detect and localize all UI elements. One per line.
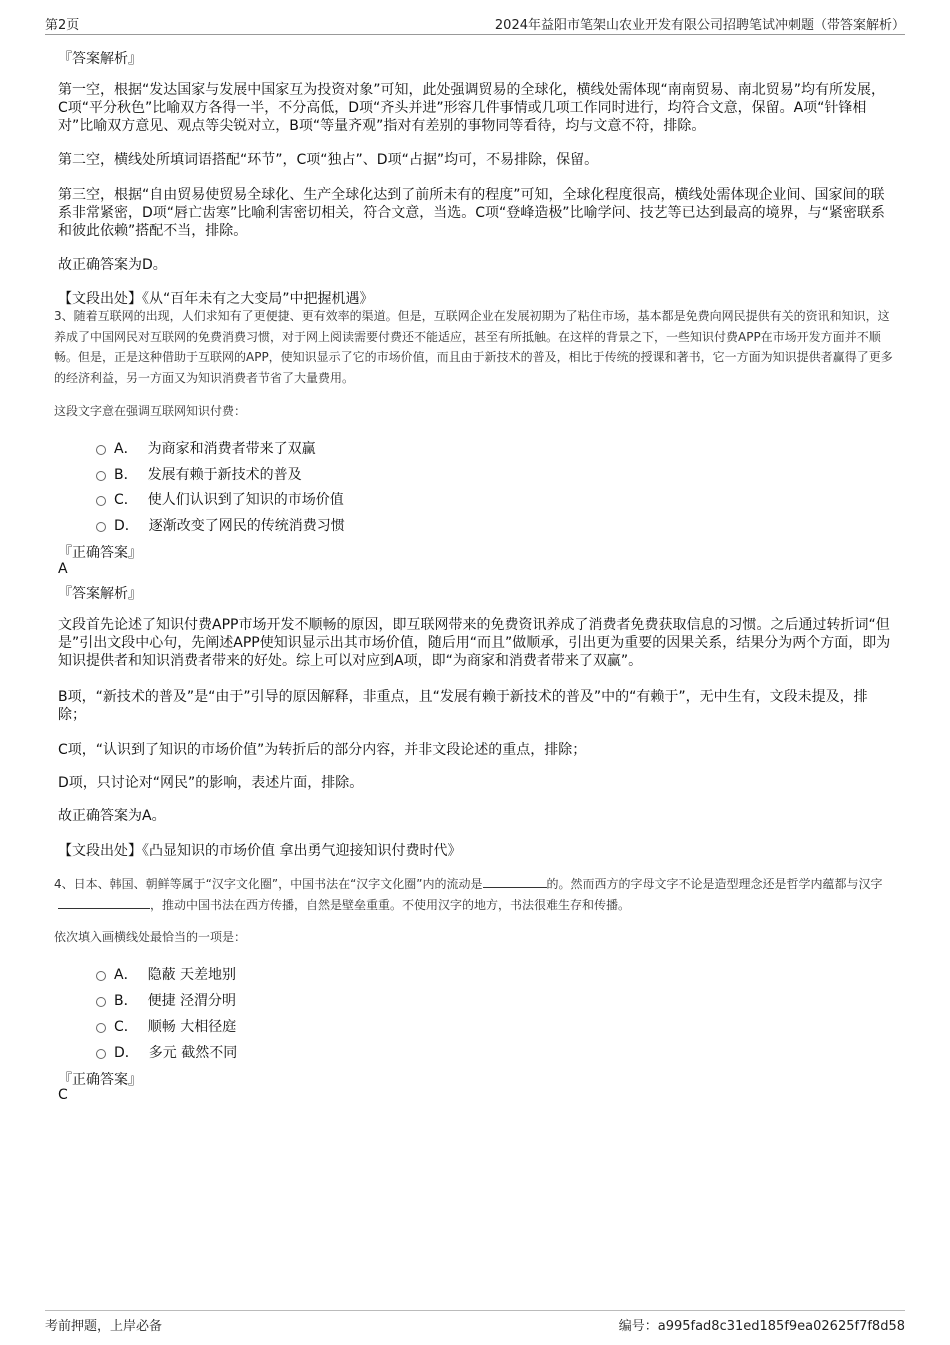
- correct-answer-label: 『正确答案』: [58, 545, 142, 561]
- option-letter: B．: [114, 993, 138, 1009]
- q3-option-d[interactable]: [96, 515, 345, 535]
- q4-option-b[interactable]: [96, 990, 236, 1010]
- passage-source: 【文段出处】《凸显知识的市场价值 拿出勇气迎接知识付费时代》: [58, 843, 462, 859]
- option-letter: D．: [114, 518, 139, 534]
- option-letter: D．: [114, 1045, 139, 1061]
- analysis-conclusion: 故正确答案为A。: [58, 808, 166, 824]
- fill-blank: [483, 875, 547, 888]
- q4-option-d[interactable]: [96, 1042, 237, 1062]
- radio-icon[interactable]: [96, 471, 106, 481]
- question-text-part: 的。然而西方的字母文字不论是造型理念还是哲学内蕴都与汉字: [546, 877, 883, 891]
- option-text: 隐蔽 天差地别: [147, 967, 237, 983]
- option-text: 便捷 泾渭分明: [147, 993, 237, 1009]
- fill-blank: [58, 896, 150, 909]
- page-footer: [45, 1310, 905, 1335]
- question-3-text: 3、随着互联网的出现，人们求知有了更便捷、更有效率的渠道。但是，互联网企业在发展初期为了粘住市场，基本都是免费向网民提供有关的资讯和知识，这养成了中国网民对互联网的免费消费习惯，对于网上阅读需要付费还不能适应，甚至有所抵触。在这样的背景之下，一些知识付费APP在市场开发方面并不顺畅。但是，正是这种借助于互联网的APP，使知识显示了它的市场价值，而且由于新技术的普及，相比于传统的授课和著书，它一方面为知识提供者赢得了更多的经济利益，另一方面又为知识消费者节省了大量费用。: [54, 309, 893, 385]
- correct-answer: A: [58, 561, 68, 577]
- radio-icon[interactable]: [96, 496, 106, 506]
- option-letter: A．: [114, 967, 138, 983]
- radio-icon[interactable]: [96, 971, 106, 981]
- question-4-prompt: 依次填入画横线处最恰当的一项是：: [54, 930, 247, 944]
- option-letter: C．: [114, 1019, 138, 1035]
- analysis-label: 『答案解析』: [58, 51, 142, 67]
- analysis-paragraph: D项，只讨论对“网民”的影响，表述片面，排除。: [58, 775, 364, 791]
- radio-icon[interactable]: [96, 445, 106, 455]
- q3-option-a[interactable]: [96, 438, 316, 458]
- analysis-paragraph: 文段首先论述了知识付费APP市场开发不顺畅的原因，即互联网带来的免费资讯养成了消费者免费获取信息的习惯。之后通过转折词“但是”引出文段中心句，先阐述APP使知识显示出其市场价值，随后用“而且”做顺承，引出更为重要的因果关系，结果分为两个方面，即为知识提供者和知识消费者带来的好处。综上可以对应到A项，即“为商家和消费者带来了双赢”。: [58, 617, 891, 669]
- document-id: 编号：a995fad8c31ed185f9ea02625f7f8d58: [618, 1319, 905, 1334]
- option-letter: B．: [114, 467, 138, 483]
- radio-icon[interactable]: [96, 1023, 106, 1033]
- q3-option-c[interactable]: [96, 489, 344, 509]
- analysis-paragraph: 第一空，根据“发达国家与发展中国家互为投资对象”可知，此处强调贸易的全球化，横线处需体现“南南贸易、南北贸易”均有所发展，C项“平分秋色”比喻双方各得一半，不分高低，D项“齐头并进”形容几件事情或几项工作同时进行，均符合文意，保留。A项“针锋相对”比喻双方意见、观点等尖锐对立，B项“等量齐观”指对有差别的事物同等看待，均与文意不符，排除。: [58, 82, 886, 134]
- analysis-label: 『答案解析』: [58, 586, 142, 602]
- option-text: 多元 截然不同: [148, 1045, 238, 1061]
- option-text: 发展有赖于新技术的普及: [147, 467, 302, 483]
- option-letter: C．: [114, 492, 138, 508]
- radio-icon[interactable]: [96, 997, 106, 1007]
- page-number: 第2页: [45, 18, 80, 33]
- question-text-part: ，推动中国书法在西方传播，自然是壁垒重重。不使用汉字的地方，书法很难生存和传播。: [150, 897, 631, 912]
- analysis-paragraph: 第三空，根据“自由贸易使贸易全球化、生产全球化达到了前所未有的程度”可知，全球化程度很高，横线处需体现企业间、国家间的联系非常紧密，D项“唇亡齿寒”比喻利害密切相关，符合文意，当选。C项“登峰造极”比喻学问、技艺等已达到最高的境界，与“紧密联系和彼此依赖”搭配不当，排除。: [58, 187, 885, 239]
- analysis-conclusion: 故正确答案为D。: [58, 257, 167, 273]
- radio-icon[interactable]: [96, 522, 106, 532]
- option-text: 使人们认识到了知识的市场价值: [147, 492, 344, 508]
- document-title: 2024年益阳市笔架山农业开发有限公司招聘笔试冲刺题（带答案解析）: [494, 18, 905, 33]
- correct-answer: C: [58, 1087, 68, 1103]
- passage-source: 【文段出处】《从“百年未有之大变局”中把握机遇》: [58, 291, 374, 307]
- q4-option-c[interactable]: [96, 1016, 236, 1036]
- option-text: 顺畅 大相径庭: [147, 1019, 237, 1035]
- radio-icon[interactable]: [96, 1049, 106, 1059]
- analysis-paragraph: B项，“新技术的普及”是“由于”引导的原因解释，非重点，且“发展有赖于新技术的普及”中的“有赖于”，无中生有，文段未提及，排除；: [58, 689, 868, 723]
- footer-slogan: 考前押题，上岸必备: [45, 1319, 163, 1334]
- option-letter: A．: [114, 441, 138, 457]
- question-text-part: 4、日本、韩国、朝鲜等属于“汉字文化圈”，中国书法在“汉字文化圈”内的流动是: [54, 877, 483, 891]
- q3-option-b[interactable]: [96, 464, 302, 484]
- analysis-paragraph: C项，“认识到了知识的市场价值”为转折后的部分内容，并非文段论述的重点，排除；: [58, 742, 587, 758]
- option-text: 逐渐改变了网民的传统消费习惯: [148, 518, 345, 534]
- option-text: 为商家和消费者带来了双赢: [147, 441, 316, 457]
- correct-answer-label: 『正确答案』: [58, 1072, 142, 1088]
- page-header: [45, 14, 905, 35]
- q4-option-a[interactable]: [96, 964, 236, 984]
- question-3-prompt: 这段文字意在强调互联网知识付费：: [54, 404, 247, 418]
- question-4-text: [54, 874, 899, 915]
- analysis-paragraph: 第二空，横线处所填词语搭配“环节”，C项“独占”、D项“占据”均可，不易排除，保留。: [58, 152, 599, 168]
